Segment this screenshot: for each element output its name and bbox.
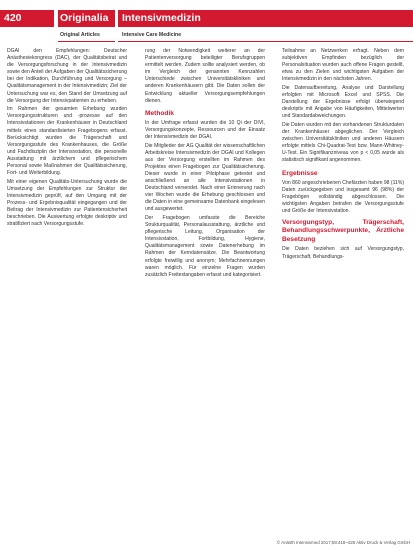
paragraph: Von 860 angeschriebenen Chefärzten haben 98 (11%) Daten zurückgegeben und insgesamt 96 (98%) der Fragebögen vollständig abgeschlossen. Die wichtigsten Angaben betrafen die Versorgungsstufe und Größe der Intensivstation. <box>282 179 404 214</box>
page-number: 420 <box>4 12 22 24</box>
journal-name: Originalia <box>60 12 109 24</box>
paragraph: Die Mitglieder der AG Qualität der wissenschaftlichen Arbeitskreise Intensivmedizin der DGAI und Kollegen aus der Versorgung erstellten im Rahmen des Projektes einen Fragebogen zur Qualitätssicherung. Dieser wurde in einer Pilotphase getestet und anschließend an alle Intensivstationen in Deutschland versendet. Nach einer Erinnerung nach vier Wochen wurde die Erhebung geschlossen und die Daten in eine gemeinsame Datenbank eingelesen und ausgewertet. <box>145 142 265 213</box>
paragraph: Der Fragebogen umfasste die Bereiche Strukturqualität, Personalausstattung, ärztliche und pflegerische Leitung, Organisation der Intensivstation, Fortbildung, Hygiene, Qualitätsmanagement sowie Datenerhebung im Rahmen der Kerndatensätze. Die Beantwortung erfolgte freiwillig und anonym; Mehrfachnennungen waren möglich. Für einzelne Fragen wurden zusätzlich Freitextangaben erfasst und kategorisiert. <box>145 214 265 278</box>
text-column-2 <box>145 48 265 280</box>
paragraph: DGAI den Empfehlungen: Deutscher Anästhesiekongress (DAC), der Qualitätsbeirat und die Versorgungsforschung in der Intensivmedizin sowie den Anteil der Aufgaben der Qualitätssicherung bei der Indikation, Durchführung und Versorgung – Qualitätsmanagement in der Intensivmedizin; Ziel der Untersuchung war es, den Stand der Umsetzung auf die Versorgung der Intensivpatienten zu erheben. <box>7 48 127 104</box>
text-column-3 <box>282 48 404 262</box>
paragraph: In der Umfrage erfasst wurden die 10 Qi der DIVI, Versorgungskonzepte, Ressourcen und der Einsatz der Intensivmedizin der DGAI. <box>145 119 265 140</box>
header-rule-left <box>58 41 115 42</box>
page-footer: © Anästh Intensivmed 2017;58:418–428 Aktiv Druck & Verlag GmbH <box>276 540 410 545</box>
article-type: Original Articles <box>60 32 100 38</box>
article-topic: Intensive Care Medicine <box>122 32 182 38</box>
text-column-1 <box>7 48 127 230</box>
results-heading: Ergebnisse <box>282 169 318 177</box>
paragraph: Die Daten beziehen sich auf Versorgungstyp, Trägerschaft, Behandlungs- <box>282 246 404 260</box>
header-rule-right <box>118 41 413 42</box>
running-header <box>0 0 413 32</box>
section-name: Intensivmedizin <box>122 12 201 24</box>
methods-heading: Methodik <box>145 109 174 117</box>
paragraph: Teilnahme an Netzwerken erfragt. Neben dem subjektiven Empfinden bezüglich der Personalsituation wurden auch offene Fragen gestellt, etwa zu den Zielen und wichtigsten Aufgaben der Intensivmedizin in den nächsten Jahren. <box>282 48 404 83</box>
paragraph: Die Daten wurden mit den vorhandenen Strukturdaten der Krankenhäuser abgeglichen. Der Vergleich zwischen Universitätskliniken und anderen Häusern erfolgte mittels Chi-Quadrat-Test bzw. Mann-Whitney-U-Test. Ein Signifikanzniveau von p < 0,05 wurde als statistisch signifikant angenommen. <box>282 121 404 164</box>
paragraph: Mit einer eigenen Qualitäts-Untersuchung wurde die Umsetzung der Empfehlungen zur Struktur der Intensivmedizin geprüft, auf den Umgang mit der Prozess- und Ergebnisqualität eingegangen und der Beitrag der Intensivmedizin zur Patientensicherheit beschrieben. Die Auswertung erfolgte deskriptiv und stratifiziert nach Versorgungsstufe. <box>7 178 127 228</box>
paragraph: rung der Notwendigkeit weiterer an der Patientenversorgung beteiligter Berufsgruppen ermittelt werden. Zudem sollte analysiert werden, ob im Vergleich der genannten Kennzahlen Unterschiede zwischen Universitätskliniken und anderen Krankenhäusern gibt. Die Daten sollen der Entwicklung aktueller Versorgungsempfehlungen dienen. <box>145 48 265 104</box>
paragraph: Im Rahmen der gesamten Erhebung wurden Versorgungsstrukturen und -prozesse auf den Intensivstationen der Krankenhäuser in Deutschland mittels eines standardisierten Fragebogens erfasst. Berücksichtigt wurden die Trägerschaft und Versorgungsstufe des Krankenhauses, die Größe und Fachdisziplin der Intensivstation, die personelle Ausstattung mit ärztlichem und pflegerischem Personal sowie Maßnahmen der Qualitätssicherung, Fort- und Weiterbildung. <box>7 106 127 177</box>
paragraph: Die Datenaufbereitung, Analyse und Darstellung erfolgten mit Microsoft Excel und SPSS. Die Darstellung der Ergebnisse erfolgt überwiegend deskriptiv mit Angabe von Häufigkeiten, Mittelwerten und Standardabweichungen. <box>282 84 404 120</box>
subsection-heading: Versorgungstyp, Trägerschaft, Behandlungsschwerpunkte, Ärztliche Besetzung <box>282 218 404 243</box>
